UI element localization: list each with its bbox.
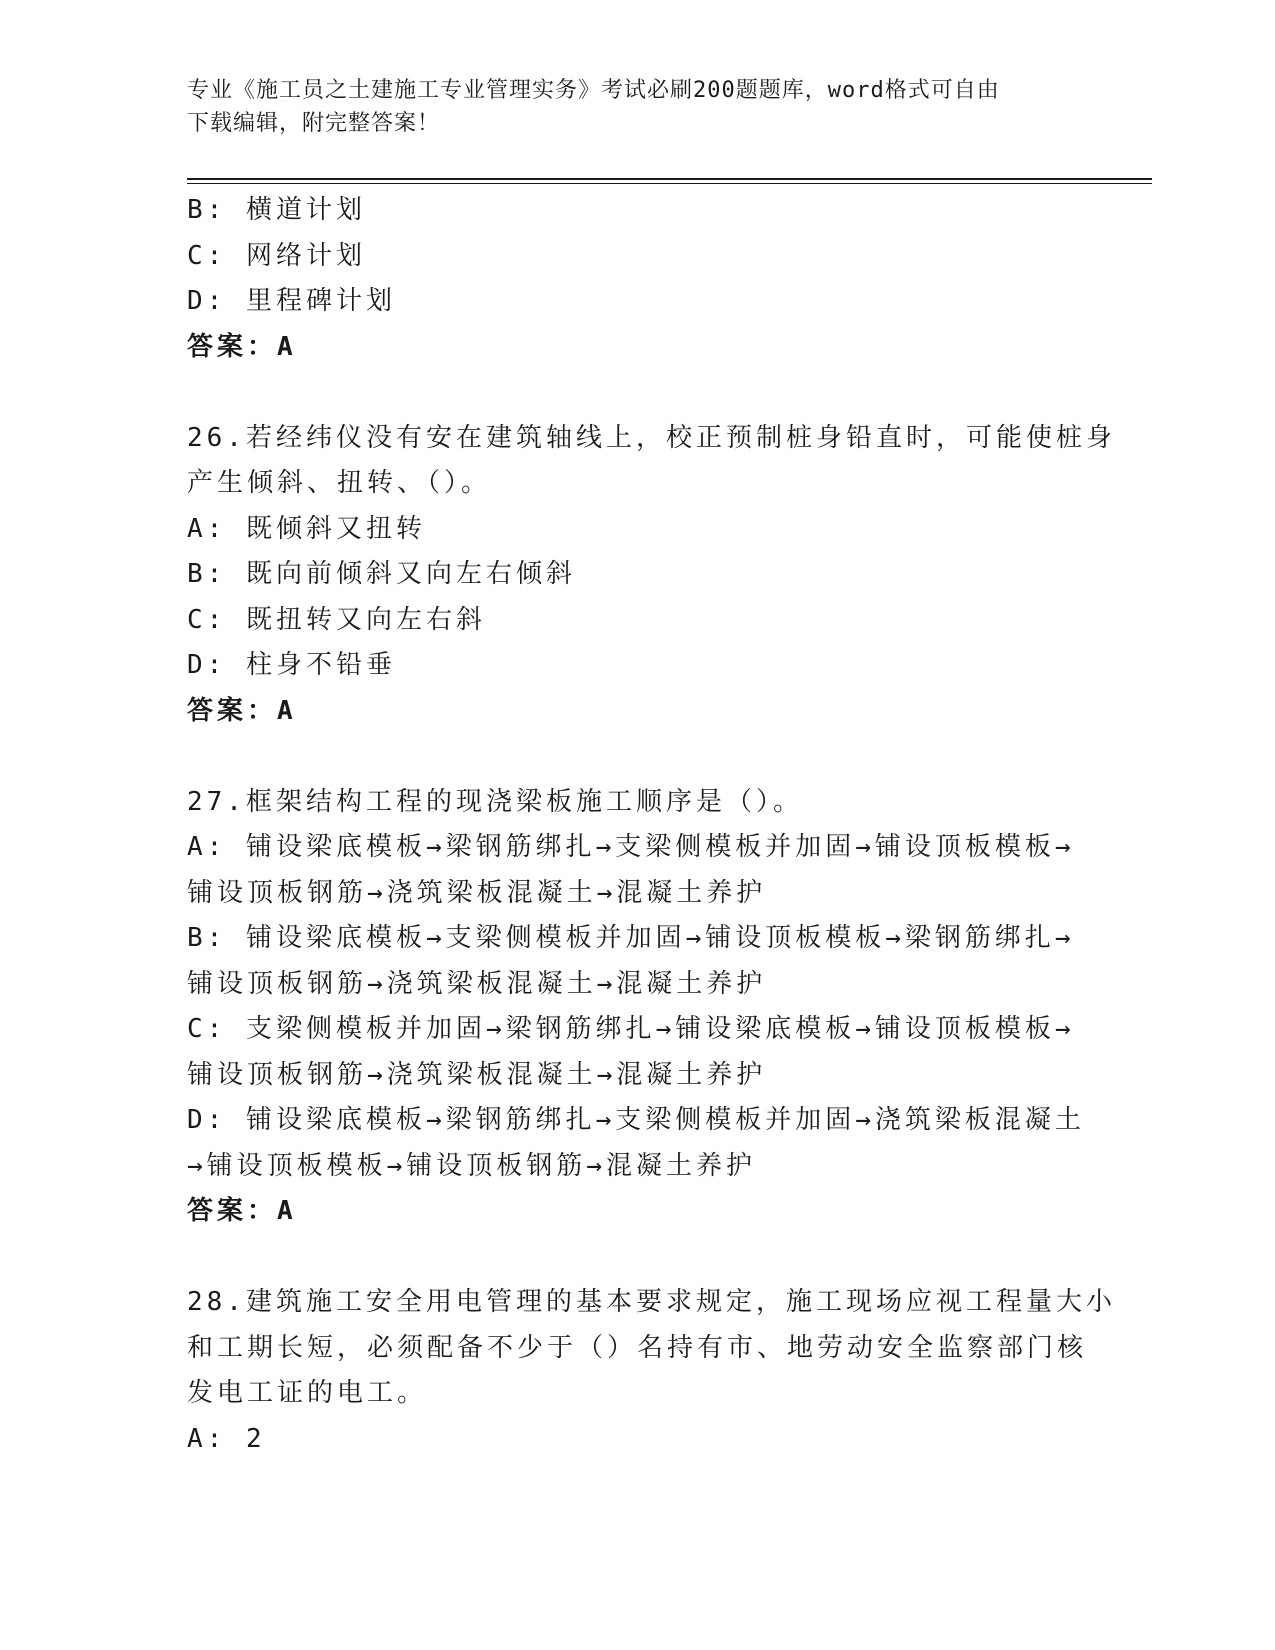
spacer (187, 1235, 1077, 1281)
q26-option-d: D: 柱身不铅垂 (187, 650, 396, 680)
q27-option-b-line-1: B: 铺设梁底模板→支梁侧模板并加固→铺设顶板模板→梁钢筋绑扎→ (187, 923, 1075, 953)
header-divider-thin (187, 183, 1152, 184)
q25-option-b: B: 横道计划 (187, 195, 366, 225)
spacer (187, 734, 1077, 780)
q28-stem-line-2: 和工期长短，必须配备不少于（）名持有市、地劳动安全监察部门核 (187, 1332, 1088, 1363)
q27-option-d-line-1: D: 铺设梁底模板→梁钢筋绑扎→支梁侧模板并加固→浇筑梁板混凝土 (187, 1105, 1085, 1135)
q26-option-a: A: 既倾斜又扭转 (187, 513, 426, 544)
q27-option-c-line-1: C: 支梁侧模板并加固→梁钢筋绑扎→铺设梁底模板→铺设顶板模板→ (187, 1014, 1075, 1044)
q26-option-c: C: 既扭转又向左右斜 (187, 604, 486, 635)
q27-stem: 27.框架结构工程的现浇梁板施工顺序是（）。 (187, 786, 803, 817)
q26-stem-line-2: 产生倾斜、扭转、（）。 (187, 468, 492, 498)
q26-answer: 答案：A (187, 695, 297, 726)
header-line-2: 下载编辑，附完整答案！ (187, 111, 441, 136)
question-25-tail (187, 188, 1077, 370)
question-28 (187, 1280, 1116, 1462)
q27-option-b-line-2: 铺设顶板钢筋→浇筑梁板混凝土→混凝土养护 (187, 968, 767, 999)
q27-option-d-line-2: →铺设顶板模板→铺设顶板钢筋→混凝土养护 (187, 1150, 756, 1181)
q25-answer: 答案：A (187, 331, 297, 362)
question-27 (187, 780, 1085, 1235)
q26-option-b: B: 既向前倾斜又向左右倾斜 (187, 559, 576, 589)
q28-stem-line-1: 28.建筑施工安全用电管理的基本要求规定，施工现场应视工程量大小 (187, 1287, 1116, 1317)
q27-option-a-line-1: A: 铺设梁底模板→梁钢筋绑扎→支梁侧模板并加固→铺设顶板模板→ (187, 832, 1075, 862)
q28-stem-line-3: 发电工证的电工。 (187, 1378, 428, 1408)
q27-answer: 答案：A (187, 1196, 297, 1226)
q28-option-a: A: 2 (187, 1423, 266, 1454)
question-26 (187, 416, 1116, 735)
header-line-1: 专业《施工员之土建施工专业管理实务》考试必刷200题题库，word格式可自由 (187, 78, 1000, 103)
question-list (187, 188, 1116, 1462)
q27-option-c-line-2: 铺设顶板钢筋→浇筑梁板混凝土→混凝土养护 (187, 1059, 767, 1090)
q25-option-d: D: 里程碑计划 (187, 286, 396, 316)
header-divider-thick (187, 178, 1152, 180)
q27-option-a-line-2: 铺设顶板钢筋→浇筑梁板混凝土→混凝土养护 (187, 877, 767, 908)
page-header (187, 74, 1067, 140)
spacer (187, 370, 1077, 416)
q25-option-c: C: 网络计划 (187, 240, 366, 271)
q26-stem-line-1: 26.若经纬仪没有安在建筑轴线上，校正预制桩身铅直时，可能使桩身 (187, 422, 1116, 453)
